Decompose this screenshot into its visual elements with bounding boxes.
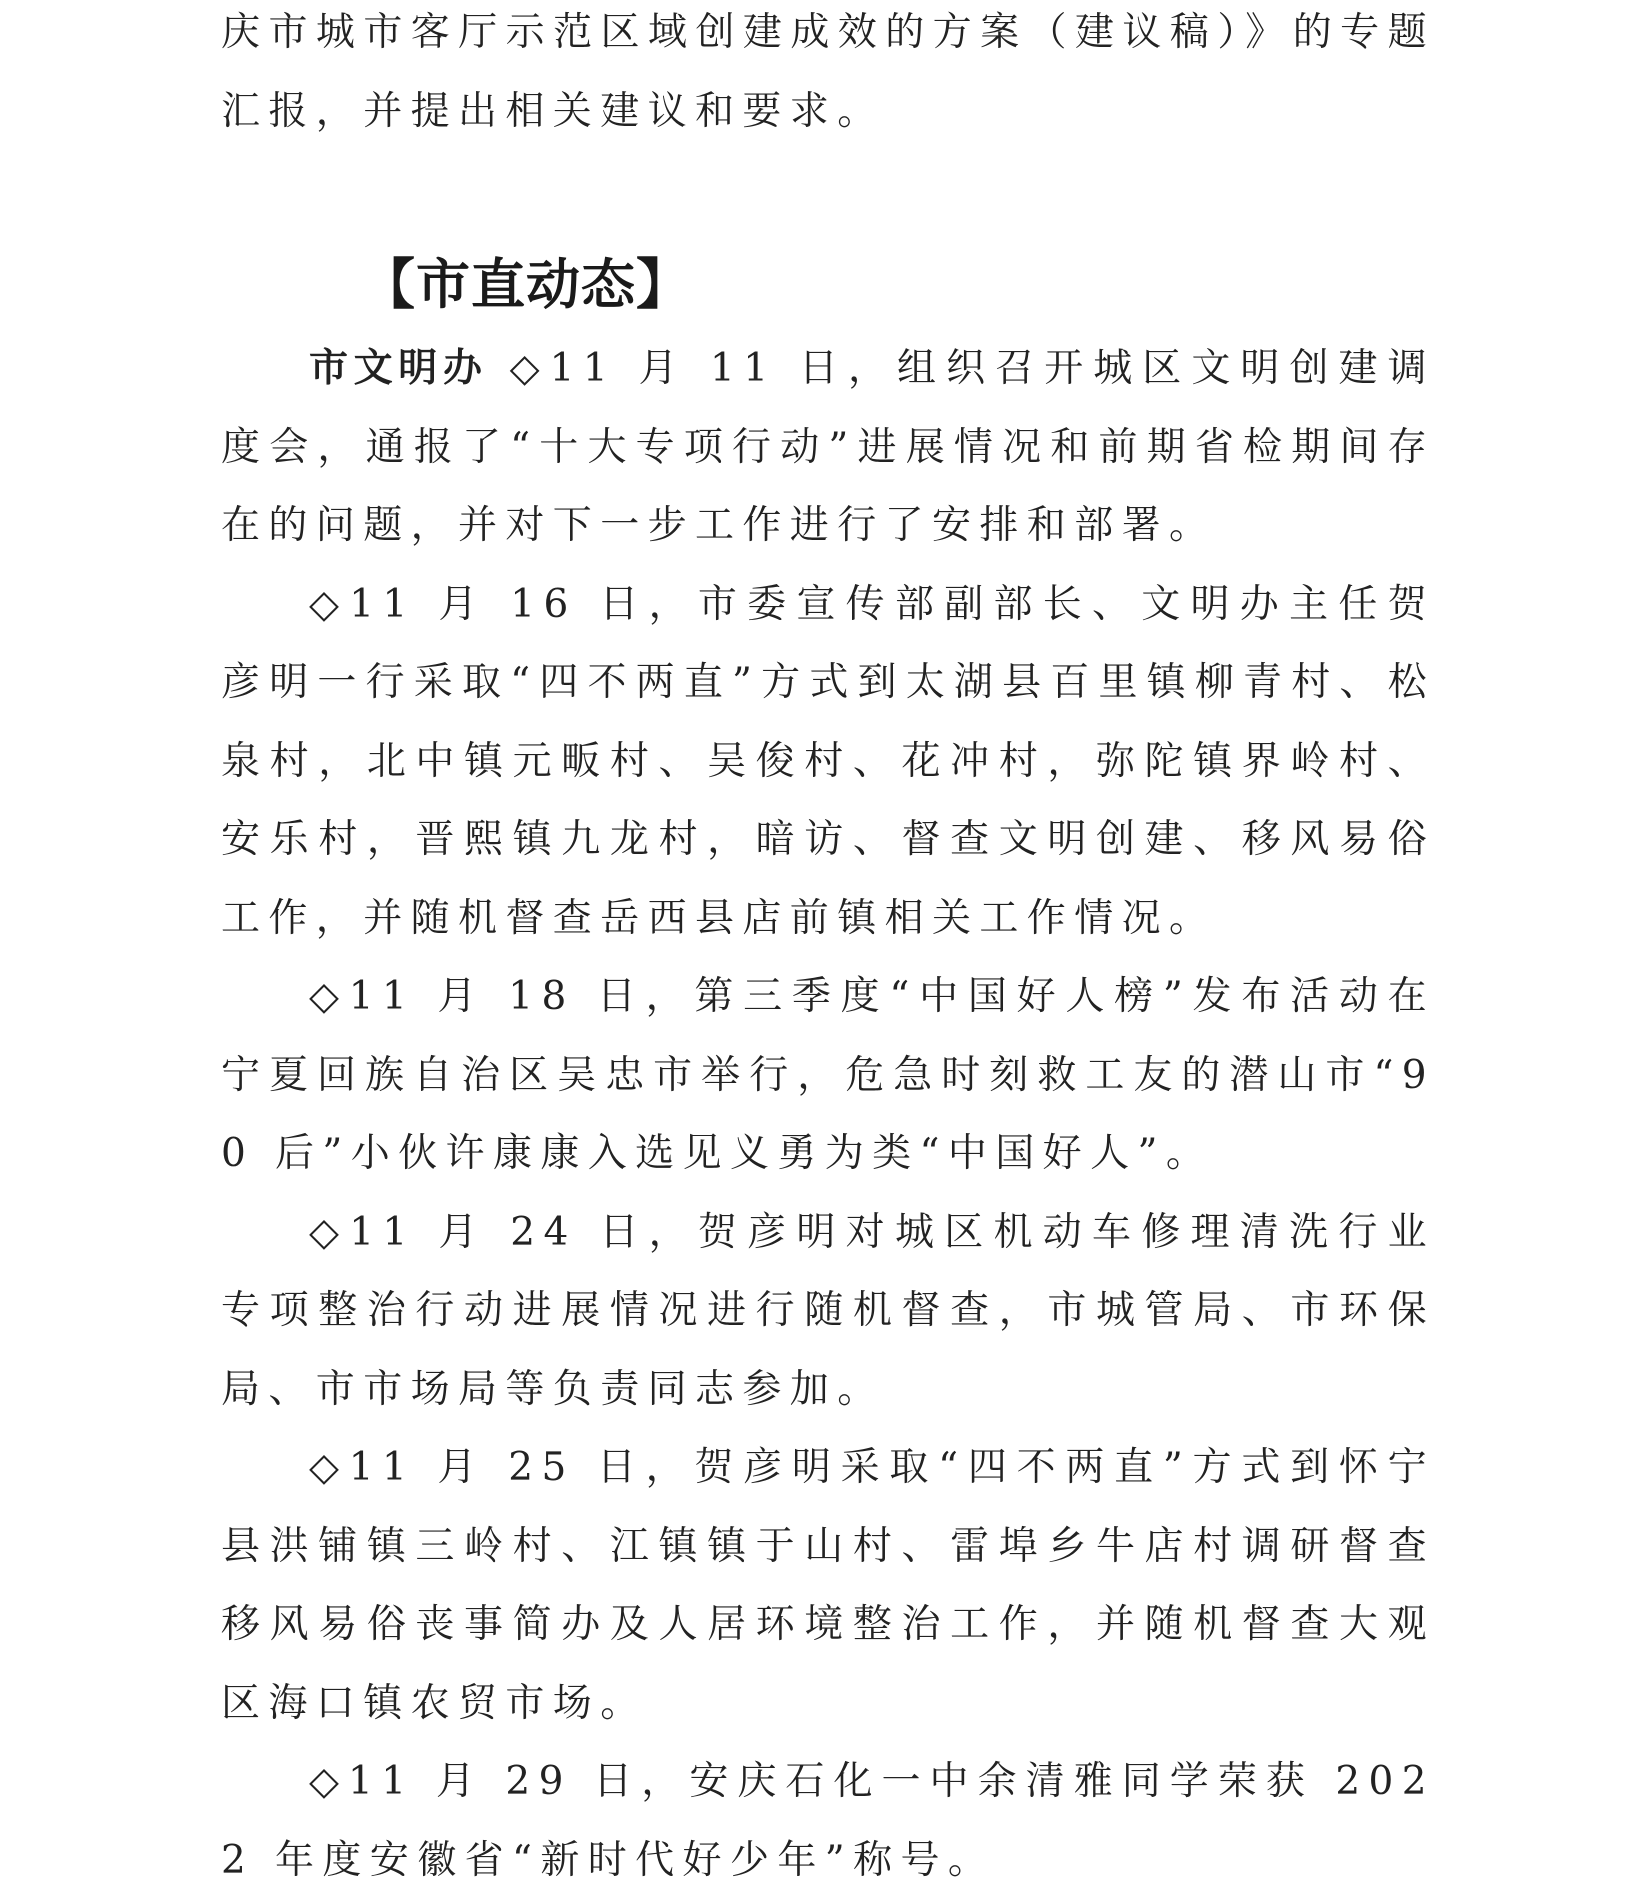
news-item: ◇11 月 16 日，市委宣传部副部长、文明办主任贺彦明一行采取“四不两直”方式到太湖县百里镇柳青村、松泉村，北中镇元畈村、吴俊村、花冲村，弥陀镇界岭村、安乐村，晋熙镇九龙村，暗访、督查文明创建、移风易俗工作，并随机督查岳西县店前镇相关工作情况。 [221, 581, 1435, 941]
news-item: ◇11 月 18 日，第三季度“中国好人榜”发布活动在宁夏回族自治区吴忠市举行，危急时刻救工友的潜山市“90 后”小伙许康康入选见义勇为类“中国好人”。 [221, 974, 1435, 1176]
news-item: ◇11 月 29 日，安庆石化一中余清雅同学荣获 2022 年度安徽省“新时代好少年”称号。 [221, 1759, 1435, 1883]
news-item-text: ◇11 月 11 日，组织召开城区文明创建调度会，通报了“十大专项行动”进展情况和前期省检期间存在的问题，并对下一步工作进行了安排和部署。 [221, 346, 1435, 548]
news-item: ◇11 月 25 日，贺彦明采取“四不两直”方式到怀宁县洪铺镇三岭村、江镇镇于山村、雷埠乡牛店村调研督查移风易俗丧事简办及人居环境整治工作，并随机督查大观区海口镇农贸市场。 [221, 1445, 1435, 1726]
intro-paragraph: 庆市城市客厅示范区域创建成效的方案（建议稿）》的专题汇报，并提出相关建议和要求。 [221, 10, 1435, 134]
document-page [221, 0, 1435, 1883]
org-name: 市文明办 [309, 346, 488, 391]
news-item: ◇11 月 24 日，贺彦明对城区机动车修理清洗行业专项整治行动进展情况进行随机督查，市城管局、市环保局、市市场局等负责同志参加。 [221, 1209, 1435, 1412]
news-item [221, 330, 1435, 566]
section-heading: 【市直动态】 [361, 253, 691, 316]
